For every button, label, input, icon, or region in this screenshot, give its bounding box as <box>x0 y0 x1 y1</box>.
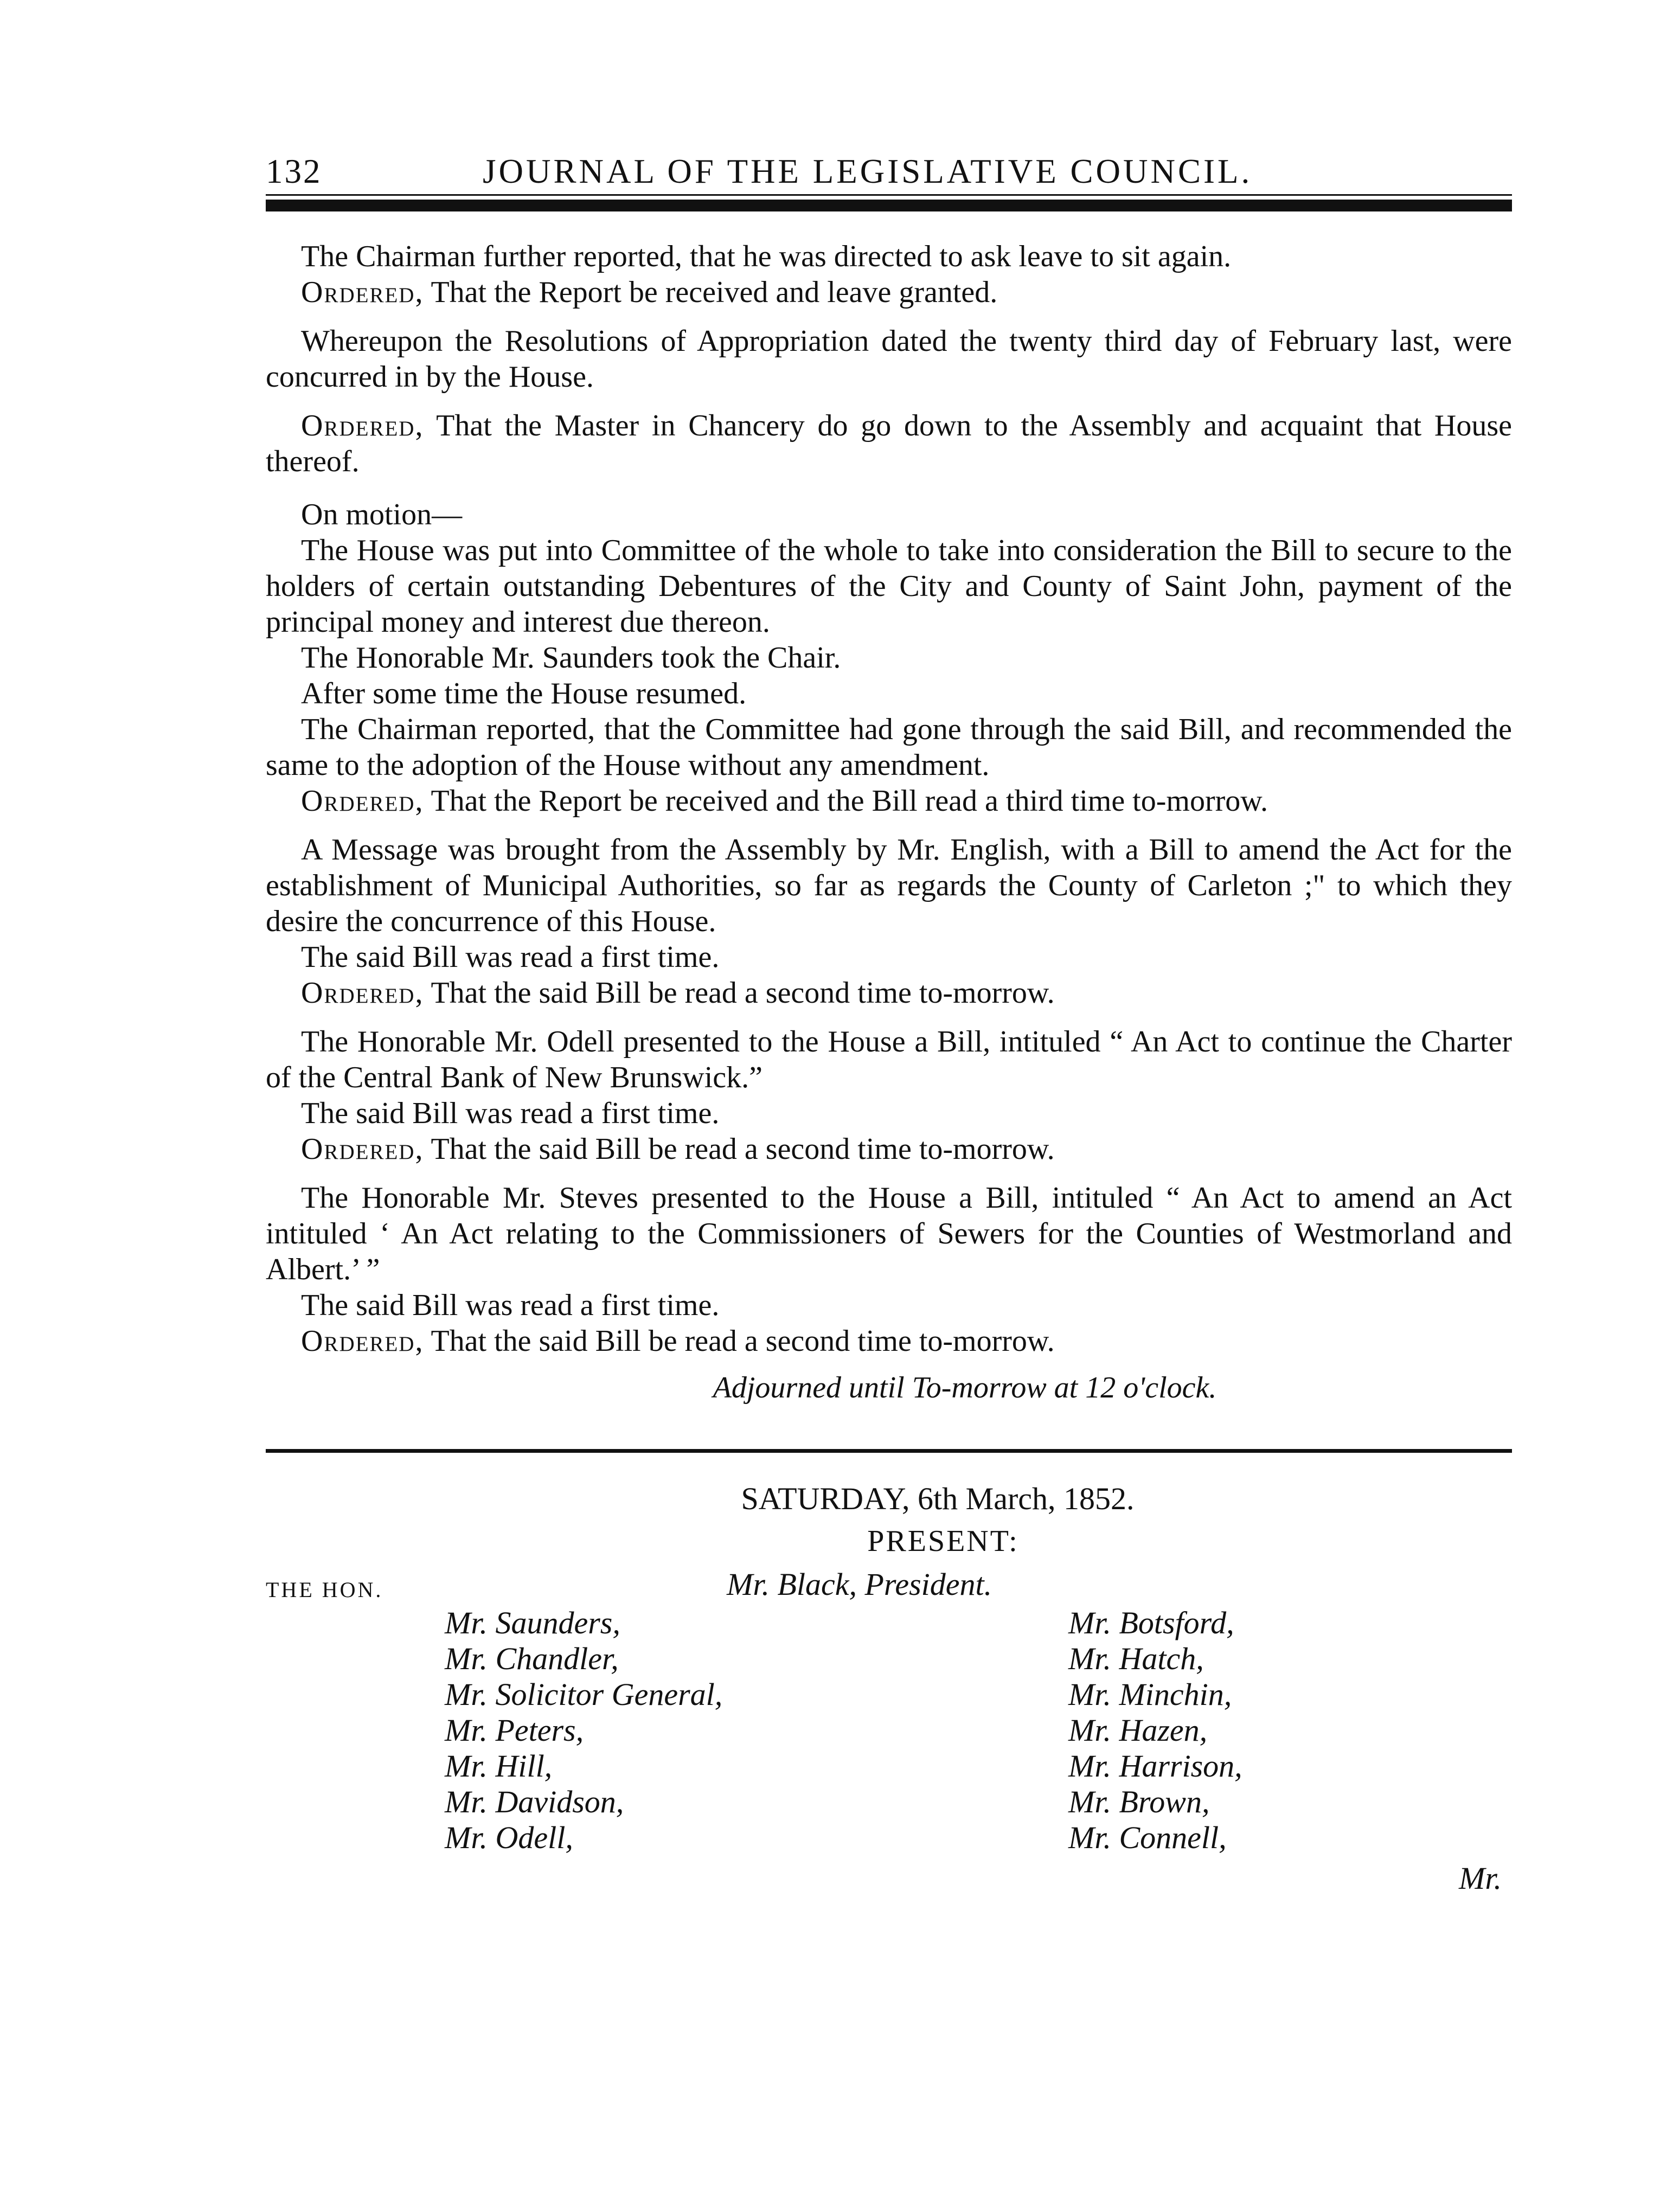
journal-paragraph <box>266 711 1512 783</box>
paragraph-text: The Honorable Mr. Saunders took the Chair. <box>301 641 841 675</box>
journal-paragraph <box>266 408 1512 479</box>
journal-paragraph <box>266 1287 1512 1323</box>
journal-paragraph <box>266 1024 1512 1095</box>
paragraph-text: The said Bill was read a first time. <box>301 940 720 974</box>
paragraph-text: That the said Bill be read a second time to-morrow. <box>424 1324 1055 1358</box>
paragraph-text: The Honorable Mr. Steves presented to the House a Bill, intituled “ An Act to amend an Act intituled ‘ An Act relating to the Commissioners of Sewers for the Counties of Westmorland and Albert.’ ” <box>266 1181 1512 1286</box>
member-name: Mr. Saunders, <box>445 1605 620 1640</box>
header-rule <box>266 200 1512 211</box>
ordered-lead: Ordered, <box>301 275 424 309</box>
member-name: Mr. Hatch, <box>1068 1641 1204 1676</box>
journal-paragraph <box>266 239 1512 274</box>
paragraph-text: That the said Bill be read a second time to-morrow. <box>424 976 1055 1010</box>
member-name: Mr. Hill, <box>445 1748 553 1784</box>
journal-body <box>266 239 1512 1406</box>
paragraph-text: That the Master in Chancery do go down to the Assembly and acquaint that House thereof. <box>266 409 1512 478</box>
journal-paragraph <box>266 676 1512 711</box>
paragraph-text: The Chairman reported, that the Committee had gone through the said Bill, and recommended the same to the adoption of the House without any amendment. <box>266 713 1512 782</box>
president-name: Mr. Black, President. <box>727 1567 992 1602</box>
section-divider <box>266 1449 1512 1453</box>
ordered-lead: Ordered, <box>301 1324 424 1358</box>
page-number: 132 <box>266 152 322 190</box>
member-name: Mr. Solicitor General, <box>445 1677 723 1712</box>
ordered-lead: Ordered, <box>301 409 424 443</box>
paragraph-text: The House was put into Committee of the whole to take into consideration the Bill to secure to the holders of certain outstanding Debentures of the City and County of Saint John, payment of the principal money and interest due thereon. <box>266 534 1512 639</box>
journal-paragraph <box>266 1323 1512 1359</box>
journal-paragraph <box>266 939 1512 975</box>
members-list-left <box>445 1605 722 1856</box>
journal-paragraph <box>266 323 1512 395</box>
journal-paragraph <box>266 832 1512 939</box>
hon-label: THE HON. <box>266 1578 383 1602</box>
adjournment-line: Adjourned until To-morrow at 12 o'clock. <box>713 1371 1217 1405</box>
journal-paragraph <box>266 975 1512 1011</box>
member-name: Mr. Minchin, <box>1068 1677 1232 1712</box>
page-header <box>266 138 1513 203</box>
paragraph-text: A Message was brought from the Assembly by Mr. English, with a Bill to amend the Act for the establishment of Municipal Authorities, so far as regards the County of Carleton ;" to which they desire the concurrence of this House. <box>266 833 1512 938</box>
member-name: Mr. Davidson, <box>445 1784 624 1819</box>
ordered-lead: Ordered, <box>301 976 424 1010</box>
paragraph-text: On motion— <box>301 498 463 531</box>
paragraph-list <box>266 239 1512 1359</box>
journal-paragraph <box>266 497 1512 533</box>
journal-paragraph <box>266 533 1512 640</box>
journal-paragraph <box>266 1095 1512 1131</box>
members-list-right <box>1068 1605 1242 1856</box>
running-title: JOURNAL OF THE LEGISLATIVE COUNCIL. <box>483 152 1253 190</box>
paragraph-text: The said Bill was read a first time. <box>301 1288 720 1322</box>
journal-paragraph <box>266 1131 1512 1167</box>
paragraph-text: Whereupon the Resolutions of Appropriation dated the twenty third day of February last, were concurred in by the House. <box>266 324 1512 394</box>
paragraph-text: The Chairman further reported, that he was directed to ask leave to sit again. <box>301 240 1232 273</box>
paragraph-text: That the Report be received and leave granted. <box>424 275 998 309</box>
member-name: Mr. Harrison, <box>1068 1748 1242 1784</box>
sitting-date: SATURDAY, 6th March, 1852. <box>741 1481 1135 1516</box>
member-name: Mr. Odell, <box>445 1820 573 1855</box>
member-name: Mr. Chandler, <box>445 1641 619 1676</box>
journal-paragraph <box>266 274 1512 310</box>
member-name: Mr. Brown, <box>1068 1784 1210 1819</box>
member-name: Mr. Peters, <box>445 1713 584 1748</box>
ordered-lead: Ordered, <box>301 784 424 818</box>
ordered-lead: Ordered, <box>301 1132 424 1166</box>
member-name: Mr. Connell, <box>1068 1820 1227 1855</box>
paragraph-text: The Honorable Mr. Odell presented to the House a Bill, intituled “ An Act to continue the Charter of the Central Bank of New Brunswick.” <box>266 1025 1512 1094</box>
journal-paragraph <box>266 1180 1512 1287</box>
journal-paragraph <box>266 783 1512 819</box>
paragraph-text: That the Report be received and the Bill read a third time to-morrow. <box>424 784 1268 818</box>
journal-paragraph <box>266 640 1512 676</box>
paragraph-text: That the said Bill be read a second time to-morrow. <box>424 1132 1055 1166</box>
catchword: Mr. <box>1459 1861 1502 1896</box>
paragraph-text: The said Bill was read a first time. <box>301 1097 720 1130</box>
member-name: Mr. Hazen, <box>1068 1713 1208 1748</box>
paragraph-text: After some time the House resumed. <box>301 677 747 710</box>
member-name: Mr. Botsford, <box>1068 1605 1234 1640</box>
present-heading: PRESENT: <box>867 1524 1019 1558</box>
